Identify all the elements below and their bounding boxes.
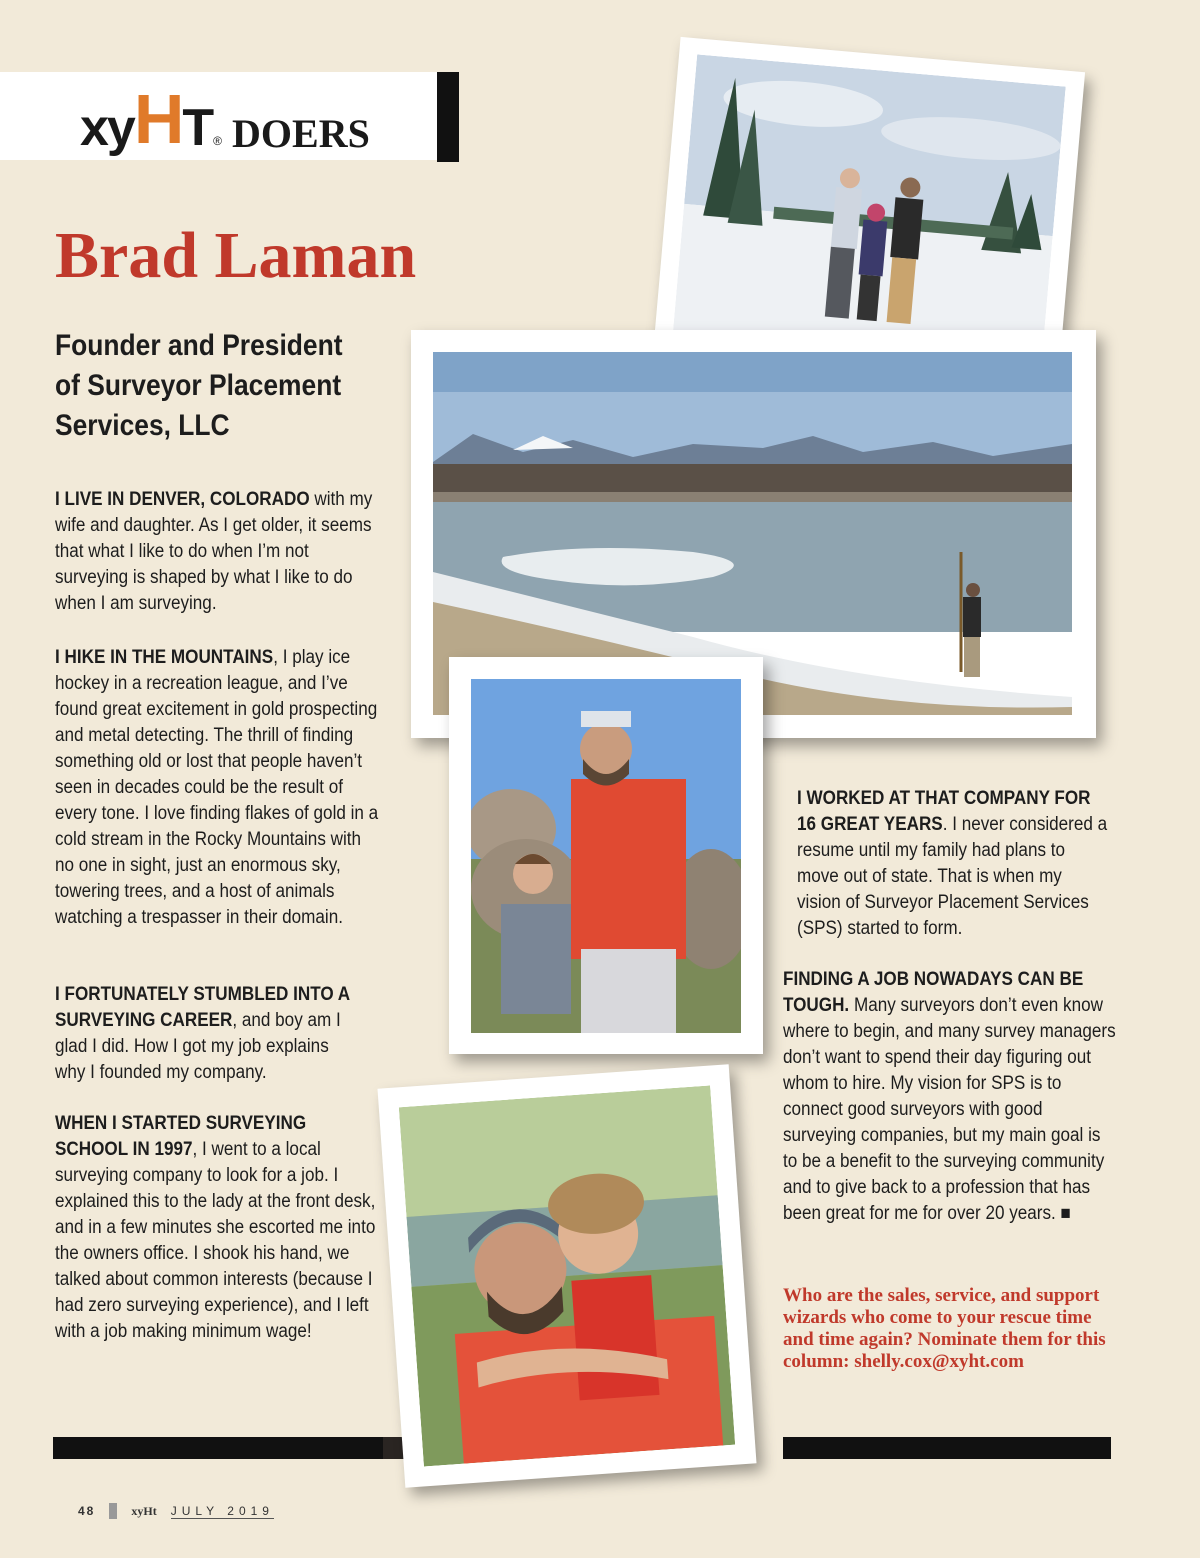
bottom-rule-left (53, 1437, 383, 1459)
photo-hiking (449, 657, 763, 1054)
page-footer (78, 1503, 274, 1519)
paragraph-6-body: Many surveyors don’t even know where to begin, and many survey managers don’t want to spend their day figuring out whom to hire. My vision for SPS is to connect good surveyors with good surveying companies, but my main goal is to be a benefit to the surveying community and to give back to a profession that has been great for me for over 20 years. (783, 995, 1116, 1224)
paragraph-5-body: . I never considered a resume until my family had plans to move out of state. That is when my vision of Surveyor Placement Services (SPS) started to form. (797, 814, 1108, 939)
hiking-image (471, 679, 741, 1033)
paragraph-1 (55, 487, 379, 617)
end-mark: ■ (1055, 1203, 1071, 1224)
snow-family-image (672, 54, 1066, 371)
logo-h: H (133, 80, 183, 158)
paragraph-2-lead: I HIKE IN THE MOUNTAINS (55, 647, 274, 668)
paragraph-3-lead: I FORTUNATELY STUMBLED INTO A SURVEYING CAREER (55, 984, 350, 1031)
paragraph-3 (55, 982, 361, 1086)
profile-name: Brad Laman (55, 219, 417, 292)
paragraph-5 (797, 786, 1108, 942)
paragraph-1-body: with my wife and daughter. As I get older, it seems that what I like to do when I’m not surveying is shaped by what I like to do when I am surveying. (55, 489, 373, 614)
masthead-bar (437, 72, 459, 162)
footer-issue: JULY 2019 (170, 1503, 274, 1518)
photo-hug (377, 1064, 756, 1488)
paragraph-2-body: , I play ice hockey in a recreation league, and I’ve found great excitement in gold prospecting and metal detecting. The thrill of finding something old or lost that people haven’t seen in decades could be the result of every tone. I love finding flakes of gold in a cold stream in the Rocky Mountains with no one in sight, just an enormous sky, towering trees, and a host of animals watching a trespasser in their domain. (55, 647, 379, 928)
paragraph-3-body: , and boy am I glad I did. How I got my job explains why I founded my company. (55, 1010, 341, 1083)
paragraph-5-lead: I WORKED AT THAT COMPANY FOR 16 GREAT YEARS (797, 788, 1091, 835)
footer-separator (109, 1503, 117, 1519)
nomination-callout: Who are the sales, service, and support wizards who come to your rescue time and time again? Nominate them for this column: shelly.cox@xyht.com (783, 1285, 1106, 1372)
logo-xy: xy (80, 99, 134, 157)
paragraph-4 (55, 1111, 379, 1345)
paragraph-6-lead: FINDING A JOB NOWADAYS CAN BE TOUGH. (783, 969, 1084, 1016)
xyht-logo (80, 74, 370, 158)
paragraph-4-lead: WHEN I STARTED SURVEYING SCHOOL IN 1997 (55, 1113, 307, 1160)
footer-publication: xyHt (131, 1503, 157, 1518)
bottom-rule-right (783, 1437, 1111, 1459)
paragraph-4-body: , I went to a local surveying company to look for a job. I explained this to the lady at the front desk, and in a few minutes she escorted me into the owners office. I shook his hand, we talked about common interests (because I had zero surveying experience), and I left with a job making minimum wage! (55, 1139, 376, 1342)
hug-image (399, 1086, 735, 1467)
profile-role: Founder and President of Surveyor Placement Services, LLC (55, 329, 343, 442)
paragraph-6 (783, 967, 1116, 1227)
section-title: DOERS (232, 111, 370, 156)
paragraph-2 (55, 645, 384, 931)
logo-registered-mark: ® (213, 134, 223, 148)
logo-t: T (182, 99, 213, 157)
paragraph-1-lead: I LIVE IN DENVER, COLORADO (55, 489, 310, 510)
page-number: 48 (78, 1504, 96, 1518)
